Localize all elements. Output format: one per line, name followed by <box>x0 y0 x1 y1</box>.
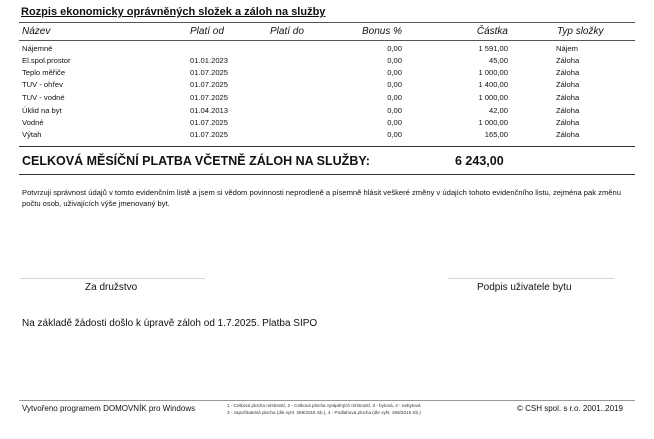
header-name: Název <box>22 26 51 37</box>
table-row <box>0 93 654 104</box>
table-row <box>0 106 654 117</box>
table-row <box>0 44 654 55</box>
row-name: Teplo měřiče <box>22 68 66 77</box>
row-type: Nájem <box>556 44 578 53</box>
row-name: El.spol.prostor <box>22 56 71 65</box>
row-name: TUV - ohřev <box>22 80 63 89</box>
table-row <box>0 130 654 141</box>
footer-copyright: © CSH spol. s r.o. 2001..2019 <box>517 404 623 413</box>
header-type: Typ složky <box>557 26 604 37</box>
signature-label-user: Podpis uživatele bytu <box>477 282 572 293</box>
row-amount: 45,00 <box>488 56 508 65</box>
row-amount: 1 000,00 <box>478 68 508 77</box>
section-title: Rozpis ekonomicky oprávněných složek a záloh na služby <box>21 6 326 18</box>
row-amount: 165,00 <box>484 130 508 139</box>
row-bonus: 0,00 <box>387 80 402 89</box>
row-bonus: 0,00 <box>387 118 402 127</box>
row-bonus: 0,00 <box>387 56 402 65</box>
row-amount: 1 000,00 <box>478 118 508 127</box>
row-valid-from: 01.07.2025 <box>190 130 229 139</box>
row-type: Záloha <box>556 56 580 65</box>
row-valid-from: 01.04.2013 <box>190 106 229 115</box>
footer-rule <box>19 400 635 401</box>
adjustment-note: Na základě žádosti došlo k úpravě záloh od 1.7.2025. Platba SIPO <box>22 318 318 329</box>
footer-program-credit: Vytvořeno programem DOMOVNÍK pro Windows <box>22 404 196 413</box>
row-amount: 1 400,00 <box>478 80 508 89</box>
total-bottom-rule <box>19 174 635 175</box>
total-value: 6 243,00 <box>455 154 504 168</box>
table-row <box>0 68 654 79</box>
header-amount: Částka <box>476 26 508 37</box>
row-valid-from: 01.07.2025 <box>190 93 229 102</box>
row-valid-from: 01.07.2025 <box>190 68 229 77</box>
row-name: TUV - vodné <box>22 93 65 102</box>
signature-label-cooperative: Za družstvo <box>85 282 138 293</box>
row-bonus: 0,00 <box>387 106 402 115</box>
row-bonus: 0,00 <box>387 68 402 77</box>
row-name: Výtah <box>22 130 42 139</box>
confirmation-text: Potvrzuji správnost údajů v tomto evidenčním listě a jsem si vědom povinnosti neprodleně a písemně hlásit veškeré změny v údajích tohoto evidenčního listu, zejména pak změnu počtu osob, uživajících výše jmenovaný byt. <box>22 188 621 208</box>
total-label: CELKOVÁ MĚSÍČNÍ PLATBA VČETNĚ ZÁLOH NA SLUŽBY: <box>22 154 370 168</box>
header-bonus: Bonus % <box>361 26 402 37</box>
header-valid-to: Platí do <box>270 26 304 37</box>
header-valid-from: Platí od <box>190 26 224 37</box>
table-row <box>0 56 654 67</box>
row-bonus: 0,00 <box>387 130 402 139</box>
row-name: Úklid na byt <box>22 106 62 115</box>
row-type: Záloha <box>556 93 580 102</box>
row-type: Záloha <box>556 68 580 77</box>
row-type: Záloha <box>556 106 580 115</box>
row-valid-from: 01.07.2025 <box>190 80 229 89</box>
total-top-rule <box>19 146 635 147</box>
row-bonus: 0,00 <box>387 44 402 53</box>
signature-line-right <box>448 278 614 279</box>
table-row <box>0 118 654 129</box>
row-valid-from: 01.01.2023 <box>190 56 229 65</box>
footer-legend-line-2: 3 - započitatelná plocha (dle vyhl. 269/2015 Sb.), 4 - Podlahová plocha (dle vyhl. 269/2015 Sb.) <box>227 409 421 415</box>
row-name: Vodné <box>22 118 44 127</box>
signature-line-left <box>20 278 205 279</box>
row-amount: 42,00 <box>488 106 508 115</box>
row-valid-from: 01.07.2025 <box>190 118 229 127</box>
row-type: Záloha <box>556 118 580 127</box>
header-top-rule <box>19 22 635 23</box>
table-row <box>0 80 654 91</box>
row-type: Záloha <box>556 130 580 139</box>
row-type: Záloha <box>556 80 580 89</box>
row-name: Nájemné <box>22 44 53 53</box>
header-bottom-rule <box>19 40 635 41</box>
row-amount: 1 591,00 <box>478 44 508 53</box>
row-bonus: 0,00 <box>387 93 402 102</box>
row-amount: 1 000,00 <box>478 93 508 102</box>
footer-legend <box>227 403 421 416</box>
footer-legend-line-1: 1 - Celková plocha místností, 2 - Celková plocha vytápěných místností, 3 - bytová, 4 - nebytová <box>227 403 421 408</box>
